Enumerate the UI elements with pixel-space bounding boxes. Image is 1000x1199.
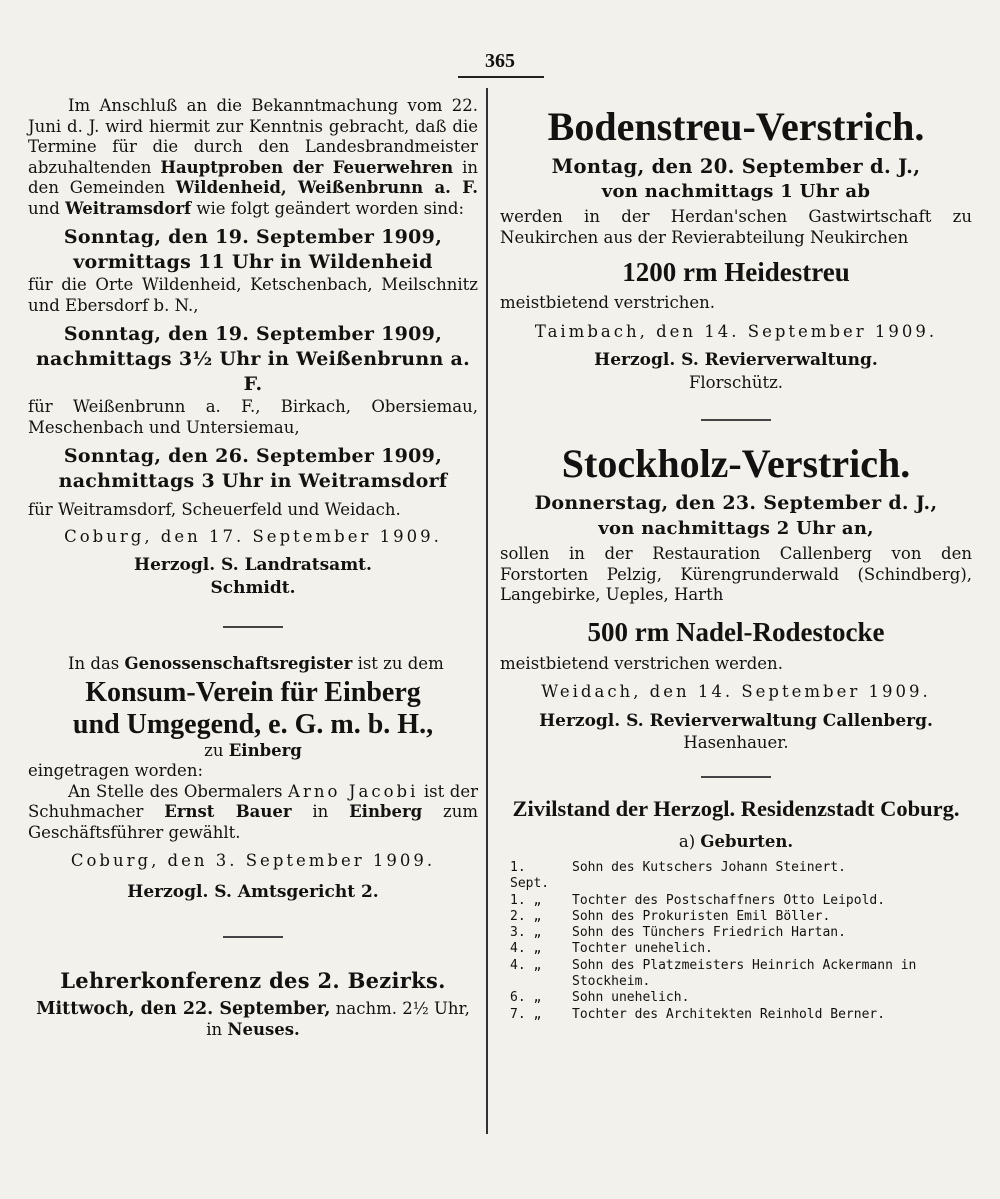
place-date: Weidach, den 14. September 1909. bbox=[541, 682, 931, 701]
stump-date: Donnerstag, den 23. September d. J., bbox=[534, 492, 938, 514]
authority: Herzogl. S. Landratsamt. bbox=[134, 555, 372, 575]
register-body bbox=[28, 782, 478, 844]
authority: Herzogl. S. Revierverwaltung Callenberg. bbox=[539, 710, 933, 731]
fire-brigade-intro bbox=[28, 96, 478, 219]
conference-date-bold: Mittwoch, den 22. September, bbox=[36, 999, 331, 1019]
bedding-litter-sale-notice bbox=[500, 100, 972, 393]
intro-a: In das bbox=[68, 654, 120, 673]
body-bold2: Einberg bbox=[349, 802, 423, 821]
births-subheading bbox=[500, 832, 972, 853]
place-date: Coburg, den 3. September 1909. bbox=[70, 851, 436, 870]
intro-text-4: wie folgt geändert worden sind: bbox=[196, 198, 465, 218]
cooperative-register-notice bbox=[28, 654, 478, 902]
zu-line bbox=[28, 741, 478, 762]
entry-text: Tochter unehelich. bbox=[572, 941, 713, 957]
intro-text-2: in den Gemeinden bbox=[28, 157, 479, 197]
stump-heading: Stockholz-Verstrich. bbox=[561, 441, 911, 486]
date2-for: für Weißenbrunn a. F., Birkach, Obersiemau, Meschenbach und Untersiemau, bbox=[28, 397, 478, 437]
register-intro bbox=[28, 654, 478, 675]
conference-in: in bbox=[206, 1019, 223, 1039]
section-separator bbox=[223, 626, 283, 628]
birth-entry bbox=[500, 990, 972, 1006]
entry-text: Sohn des Tünchers Friedrich Hartan. bbox=[572, 925, 846, 941]
signature: Hasenhauer. bbox=[683, 733, 789, 752]
birth-entry bbox=[500, 925, 972, 941]
intro-text: Im Anschluß an die Bekanntmachung vom 22. Juni d. J. wird hiermit zur Kenntnis gebracht, daß die Termine für die durch den Landesbrandmeister abzuhaltenden bbox=[28, 96, 478, 177]
date2-line1: Sonntag, den 19. September 1909, bbox=[63, 323, 443, 345]
date1-line1: Sonntag, den 19. September 1909, bbox=[63, 226, 443, 248]
body-d: zum Geschäftsführer gewählt. bbox=[28, 802, 478, 842]
conference-time: nachm. 2½ Uhr, bbox=[335, 999, 470, 1018]
conference-heading: Lehrerkonferenz des 2. Bezirks. bbox=[60, 968, 446, 993]
stump-amount: 500 rm Nadel-Rodestocke bbox=[587, 616, 885, 647]
intro-text-3: und bbox=[28, 198, 60, 218]
page-number: 365 bbox=[485, 50, 515, 72]
column-divider bbox=[486, 88, 488, 1134]
entry-text: Sohn des Kutschers Johann Steinert. bbox=[572, 860, 846, 875]
places-bold: Wildenheid, Weißenbrunn a. F. bbox=[175, 178, 478, 197]
date2-line2: nachmittags 3½ Uhr in Weißenbrunn a. F. bbox=[35, 348, 471, 395]
entry-text: Sohn unehelich. bbox=[572, 990, 690, 1006]
entry-date: 2. „ bbox=[510, 908, 542, 924]
register-bold: Genossenschaftsregister bbox=[124, 654, 353, 673]
place3-bold: Weitramsdorf bbox=[65, 198, 192, 218]
date1-line2: vormittags 11 Uhr in Wildenheid bbox=[73, 251, 433, 273]
entry-text: Tochter des Architekten Reinhold Berner. bbox=[572, 1006, 886, 1022]
bedding-time: von nachmittags 1 Uhr ab bbox=[601, 181, 871, 202]
birth-entry bbox=[500, 1007, 972, 1023]
body-c: in bbox=[312, 802, 329, 821]
zu-place: Einberg bbox=[228, 740, 302, 760]
entry-text: Sohn des Platzmeisters Heinrich Ackermann in Stockheim. bbox=[572, 957, 917, 990]
section-separator bbox=[701, 776, 771, 778]
entry-text: Tochter des Postschaffners Otto Leipold. bbox=[572, 892, 886, 908]
bedding-body: werden in der Herdan'schen Gastwirtschaft zu Neukirchen aus der Revierabteilung Neukirchen bbox=[500, 207, 972, 247]
entry-text: Sohn des Prokuristen Emil Böller. bbox=[572, 908, 831, 924]
body-b: ist der Schuhmacher bbox=[28, 781, 478, 821]
fire-brigade-notice bbox=[28, 96, 478, 598]
date3-line1: Sonntag, den 26. September 1909, bbox=[63, 445, 443, 467]
zu-text: zu bbox=[204, 740, 224, 760]
signature: Schmidt. bbox=[210, 577, 296, 598]
authority: Herzogl. S. Revierverwaltung. bbox=[594, 350, 878, 370]
birth-entry bbox=[500, 958, 972, 991]
entry-date: 1. Sept. bbox=[510, 860, 550, 892]
cooperative-heading-2: und Umgegend, e. G. m. b. H., bbox=[72, 708, 434, 740]
entry-date: 6. „ bbox=[510, 990, 542, 1006]
stump-sale: meistbietend verstrichen werden. bbox=[500, 653, 783, 673]
place-date: Taimbach, den 14. September 1909. bbox=[534, 321, 938, 341]
entry-date: 4. „ bbox=[510, 957, 542, 973]
date3-line2: nachmittags 3 Uhr in Weitramsdorf bbox=[58, 470, 448, 492]
stump-wood-sale-notice bbox=[500, 437, 972, 754]
page-number-rule bbox=[458, 76, 544, 78]
entry-date: 4. „ bbox=[510, 941, 542, 957]
body-name: Arno Jacobi bbox=[288, 781, 419, 801]
subheading-prefix: a) bbox=[678, 831, 696, 851]
birth-entry bbox=[500, 909, 972, 925]
births-list bbox=[500, 860, 972, 1023]
registered-text: eingetragen worden: bbox=[28, 761, 204, 780]
section-separator bbox=[701, 419, 771, 421]
entry-date: 1. „ bbox=[510, 892, 542, 908]
left-column bbox=[28, 96, 478, 1040]
teacher-conference-notice bbox=[28, 968, 478, 1040]
registry-heading: Zivilstand der Herzogl. Residenzstadt Coburg. bbox=[512, 795, 960, 821]
birth-entry bbox=[500, 893, 972, 909]
entry-date: 3. „ bbox=[510, 925, 542, 941]
subheading-births: Geburten. bbox=[700, 831, 794, 851]
bedding-sale: meistbietend verstrichen. bbox=[500, 293, 715, 312]
cooperative-heading-1: Konsum-Verein für Einberg bbox=[85, 676, 421, 708]
date1-for: für die Orte Wildenheid, Ketschenbach, Meilschnitz und Ebersdorf b. N., bbox=[28, 275, 478, 315]
entry-date: 7. „ bbox=[510, 1006, 542, 1022]
intro-bold: Hauptproben der Feuerwehren bbox=[160, 157, 454, 177]
body-a: An Stelle des Obermalers bbox=[68, 781, 283, 801]
conference-place bbox=[28, 1020, 478, 1041]
bedding-date: Montag, den 20. September d. J., bbox=[551, 155, 921, 178]
stump-time: von nachmittags 2 Uhr an, bbox=[598, 518, 874, 539]
section-separator bbox=[223, 936, 283, 938]
conference-date bbox=[28, 999, 478, 1020]
body-bold1: Ernst Bauer bbox=[164, 802, 292, 821]
date3-for: für Weitramsdorf, Scheuerfeld und Weidach. bbox=[28, 500, 401, 519]
stump-body: sollen in der Restauration Callenberg von den Forstorten Pelzig, Kürengrunderwald (Schindberg), Langebirke, Ueples, Harth bbox=[500, 544, 972, 604]
conference-place-bold: Neuses. bbox=[227, 1019, 300, 1039]
birth-entry bbox=[500, 860, 972, 893]
right-column bbox=[500, 96, 972, 1023]
birth-entry bbox=[500, 941, 972, 957]
civil-registry-notice bbox=[500, 792, 972, 1023]
signature: Florschütz. bbox=[688, 372, 784, 392]
intro-b: ist zu dem bbox=[357, 654, 444, 673]
bedding-heading: Bodenstreu-Verstrich. bbox=[547, 104, 925, 149]
authority: Herzogl. S. Amtsgericht 2. bbox=[127, 881, 379, 902]
place-date: Coburg, den 17. September 1909. bbox=[64, 526, 442, 546]
bedding-amount: 1200 rm Heidestreu bbox=[622, 257, 850, 287]
